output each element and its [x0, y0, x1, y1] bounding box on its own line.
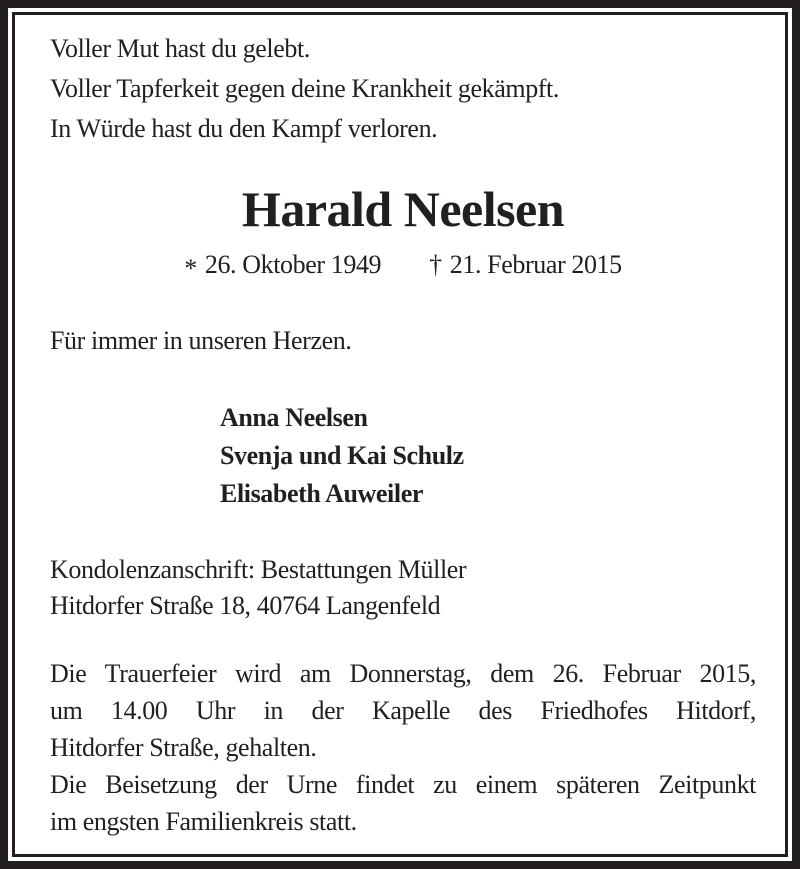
opening-line-1: Voller Mut hast du gelebt.	[50, 34, 310, 63]
funeral-details	[50, 655, 756, 840]
birth-date-text: 26. Oktober 1949	[204, 250, 382, 279]
funeral-line-5: im engsten Familienkreis statt.	[50, 807, 357, 836]
obituary-inner-frame	[12, 12, 788, 857]
deceased-name: Harald Neelsen	[241, 181, 565, 237]
condolence-line-1: Kondolenzanschrift: Bestattungen Müller	[50, 555, 467, 584]
condolence-line-2: Hitdorfer Straße 18, 40764 Langenfeld	[50, 591, 441, 620]
birth-date	[184, 247, 381, 283]
funeral-line-3: Hitdorfer Straße, gehalten.	[50, 733, 317, 762]
life-dates	[50, 247, 756, 283]
born-symbol: *	[184, 254, 197, 284]
opening-verse	[50, 29, 756, 149]
funeral-line-1: Die Trauerfeier wird am Donnerstag, dem 26. Februar 2015,	[50, 659, 756, 688]
opening-line-3: In Würde hast du den Kampf verloren.	[50, 114, 438, 143]
condolence-address	[50, 552, 756, 624]
mourners-list	[220, 399, 756, 513]
mourner-name-1: Anna Neelsen	[220, 403, 368, 432]
funeral-line-4: Die Beisetzung der Urne findet zu einem späteren Zeitpunkt	[50, 770, 756, 799]
farewell-line: Für immer in unseren Herzen.	[50, 326, 352, 355]
mourner-name-3: Elisabeth Auweiler	[220, 479, 423, 508]
opening-line-2: Voller Tapferkeit gegen deine Krankheit gekämpft.	[50, 74, 559, 103]
death-date-text: 21. Februar 2015	[449, 250, 622, 279]
mourner-name-2: Svenja und Kai Schulz	[220, 441, 464, 470]
died-symbol: †	[429, 250, 442, 279]
funeral-line-2: um 14.00 Uhr in der Kapelle des Friedhofes Hitdorf,	[50, 696, 756, 725]
death-date	[429, 247, 622, 283]
